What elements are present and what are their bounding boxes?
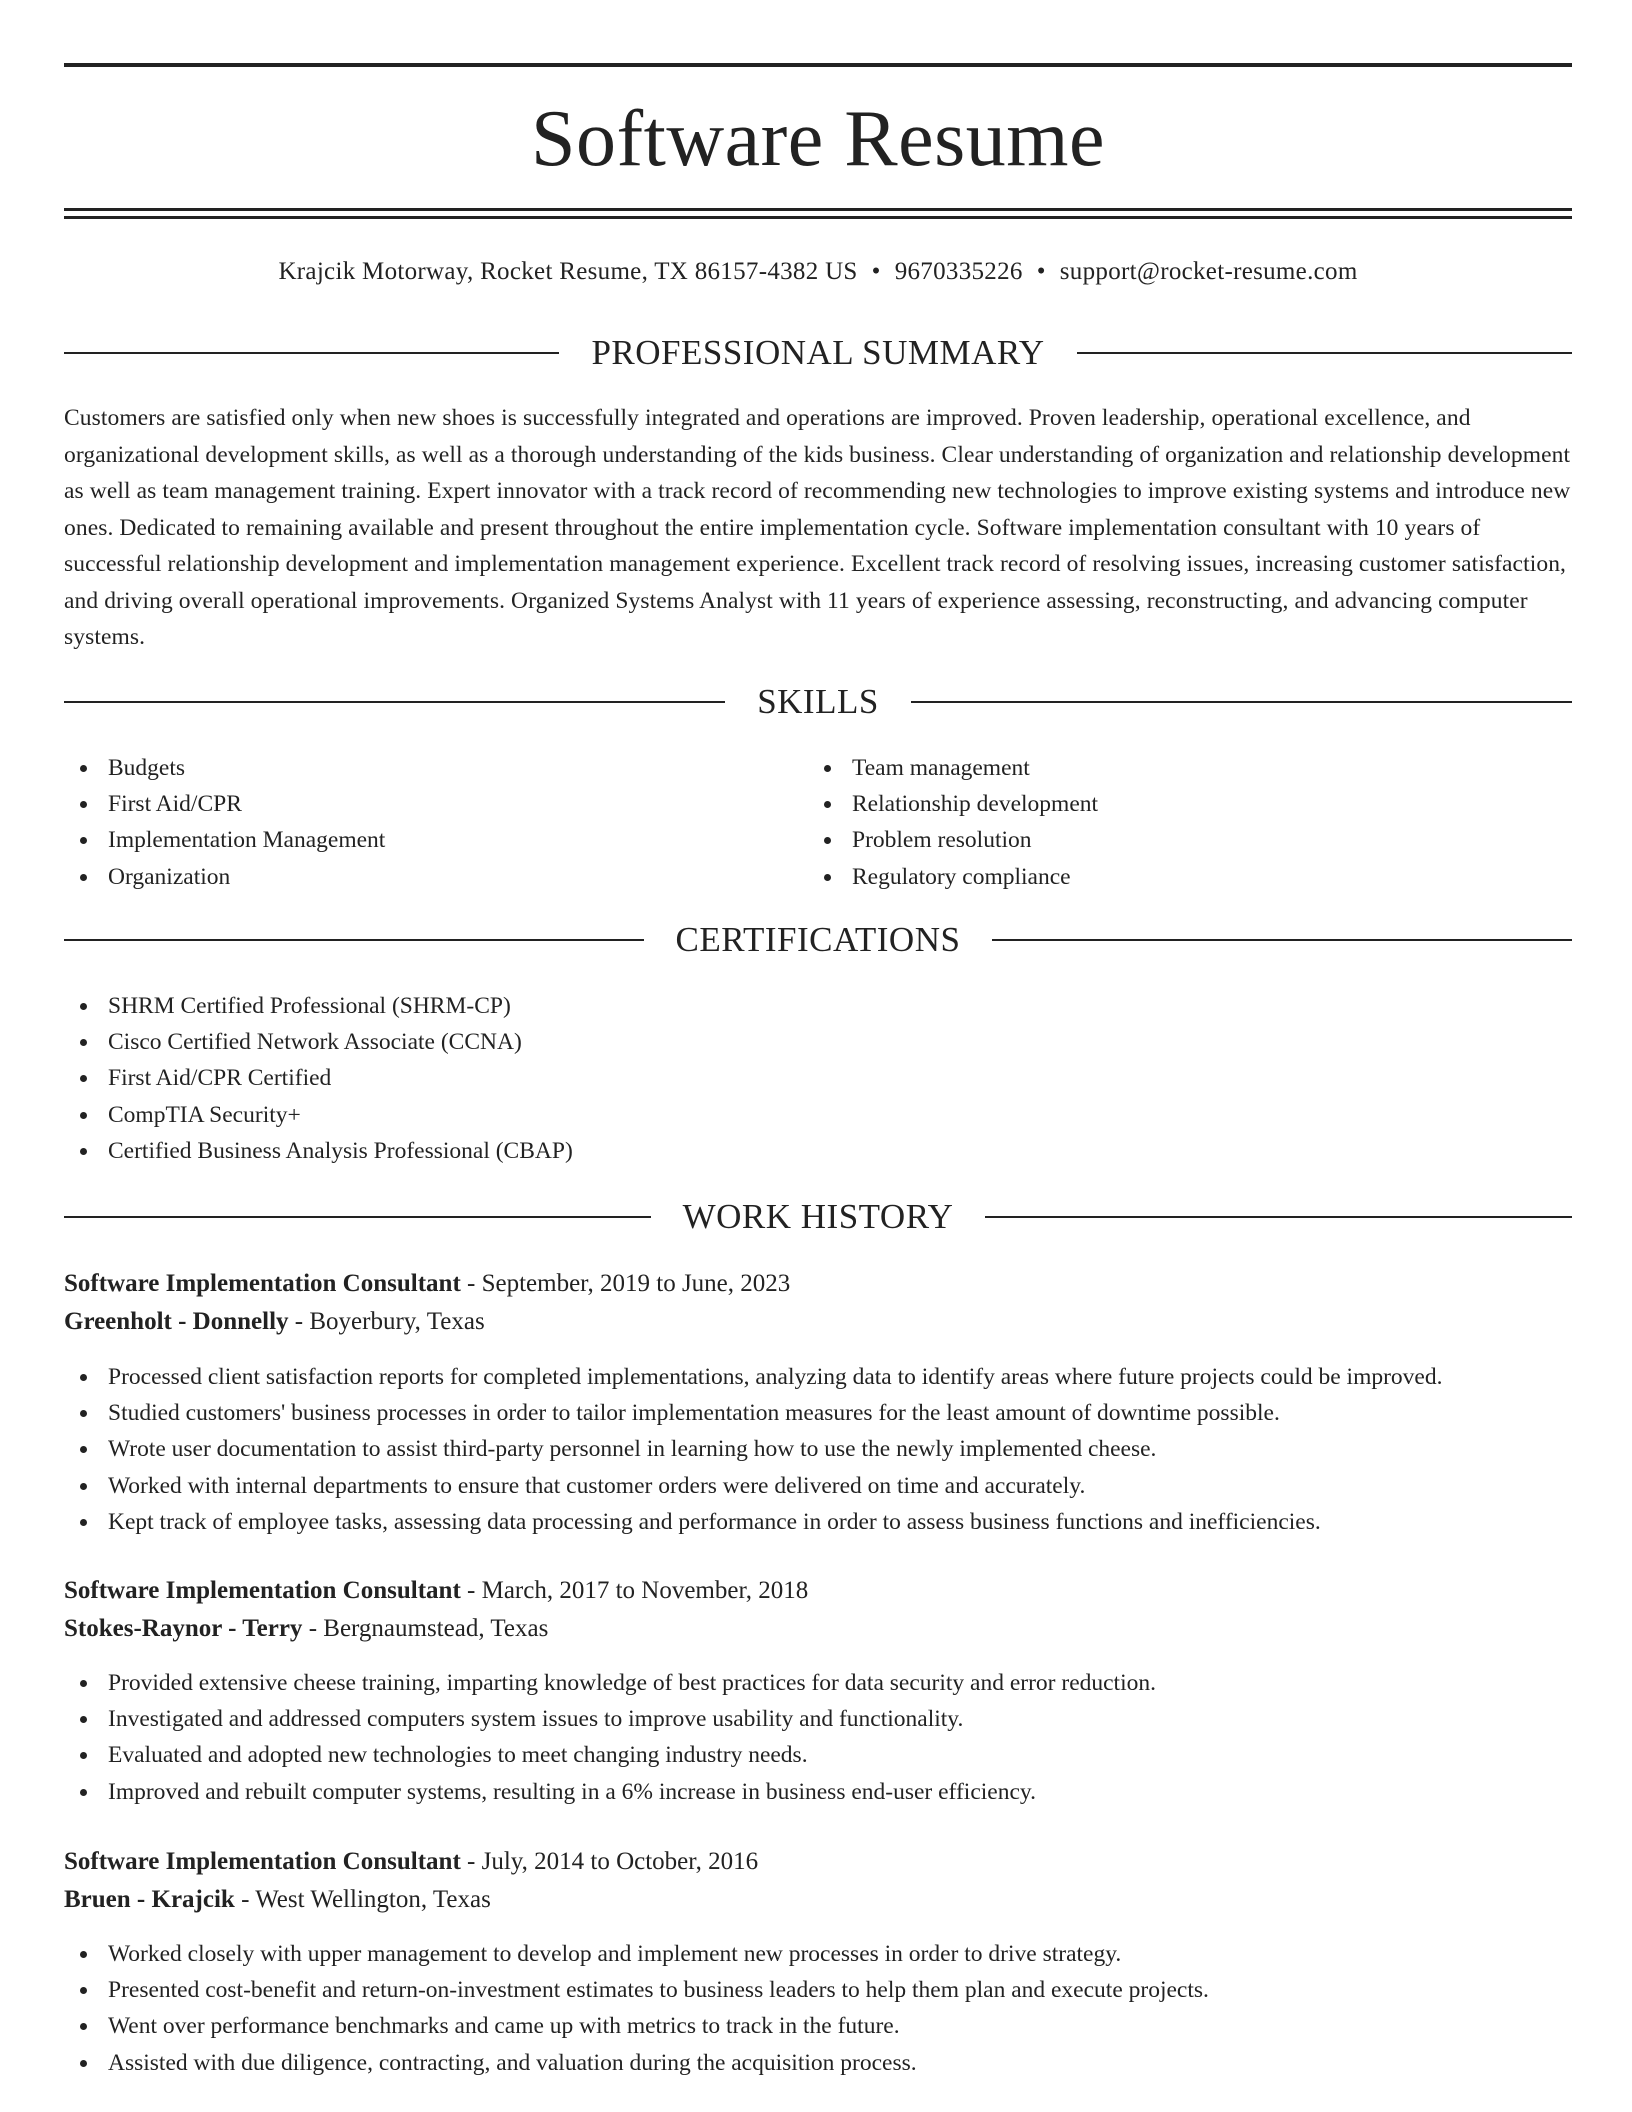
job-dates: March, 2017 to November, 2018 xyxy=(481,1577,809,1604)
job-bullet: Worked with internal departments to ensure that customer orders were delivered on time and accurately. xyxy=(64,1468,1443,1504)
certification-item: Certified Business Analysis Professional (CBAP) xyxy=(64,1133,573,1169)
top-rule xyxy=(64,63,1572,67)
job-bullet: Worked closely with upper management to develop and implement new processes in order to drive strategy. xyxy=(64,1936,1209,1972)
job-dates: July, 2014 to October, 2016 xyxy=(481,1848,759,1875)
job-bullets xyxy=(64,1665,1156,1810)
title-double-rule-upper xyxy=(64,208,1572,211)
skill-item: Implementation Management xyxy=(64,822,385,858)
skill-item: First Aid/CPR xyxy=(64,786,385,822)
job-bullet: Evaluated and adopted new technologies to meet changing industry needs. xyxy=(64,1737,1156,1773)
job-bullets xyxy=(64,1359,1443,1540)
contact-phone: 9670335226 xyxy=(894,258,1023,285)
skills-list-left xyxy=(64,750,385,895)
job-company: Greenholt - Donnelly xyxy=(64,1308,289,1335)
section-heading-skills xyxy=(64,677,1572,727)
job-company-line: Greenholt - Donnelly - Boyerbury, Texas xyxy=(64,1308,485,1335)
skill-item: Relationship development xyxy=(808,786,1098,822)
job-bullet: Improved and rebuilt computer systems, resulting in a 6% increase in business end-user efficiency. xyxy=(64,1774,1156,1810)
contact-separator: • xyxy=(1036,258,1046,285)
skill-item: Problem resolution xyxy=(808,822,1098,858)
section-heading-work-history xyxy=(64,1192,1572,1242)
job-title: Software Implementation Consultant xyxy=(64,1270,461,1297)
section-title: PROFESSIONAL SUMMARY xyxy=(559,333,1076,372)
job-bullet: Processed client satisfaction reports for completed implementations, analyzing data to identify areas where future projects could be improved. xyxy=(64,1359,1443,1395)
section-heading-certifications xyxy=(64,915,1572,965)
skill-item: Team management xyxy=(808,750,1098,786)
certification-item: CompTIA Security+ xyxy=(64,1097,573,1133)
section-title: SKILLS xyxy=(725,682,911,721)
job-company-line: Stokes-Raynor - Terry - Bergnaumstead, Texas xyxy=(64,1615,549,1642)
skill-item: Organization xyxy=(64,859,385,895)
job-bullet: Wrote user documentation to assist third-party personnel in learning how to use the newly implemented cheese. xyxy=(64,1431,1443,1467)
summary-text: Customers are satisfied only when new shoes is successfully integrated and operations are improved. Proven leadership, operational excellence, and organizational development skills, as well as a thorough understanding of the kids business. Clear understanding of organization and relationship development as well as team management training. Expert innovator with a track record of recommending new technologies to improve existing systems and introduce new ones. Dedicated to remaining available and present throughout the entire implementation cycle. Software implementation consultant with 10 years of successful relationship development and implementation management experience. Excellent track record of resolving issues, increasing customer satisfaction, and driving overall operational improvements. Organized Systems Analyst with 11 years of experience assessing, reconstructing, and advancing computer systems. xyxy=(64,405,1571,650)
job-title: Software Implementation Consultant xyxy=(64,1577,461,1604)
skill-item: Budgets xyxy=(64,750,385,786)
job-bullet: Presented cost-benefit and return-on-investment estimates to business leaders to help them plan and execute projects. xyxy=(64,1972,1209,2008)
job-location: Boyerbury, Texas xyxy=(309,1308,485,1335)
job-dates: September, 2019 to June, 2023 xyxy=(481,1270,791,1297)
resume-title: Software Resume xyxy=(530,95,1106,183)
job-bullet: Studied customers' business processes in order to tailor implementation measures for the least amount of downtime possible. xyxy=(64,1395,1443,1431)
contact-separator: • xyxy=(871,258,881,285)
job-bullet: Kept track of employee tasks, assessing data processing and performance in order to assess business functions and inefficiencies. xyxy=(64,1504,1443,1540)
contact-address: Krajcik Motorway, Rocket Resume, TX 86157-4382 US xyxy=(278,258,858,285)
section-heading-summary xyxy=(64,328,1572,378)
job-location: West Wellington, Texas xyxy=(255,1886,491,1913)
certification-item: First Aid/CPR Certified xyxy=(64,1060,573,1096)
contact-email: support@rocket-resume.com xyxy=(1059,258,1358,285)
certification-item: SHRM Certified Professional (SHRM-CP) xyxy=(64,988,573,1024)
job-company: Stokes-Raynor - Terry xyxy=(64,1615,303,1642)
job-company-line: Bruen - Krajcik - West Wellington, Texas xyxy=(64,1886,491,1913)
job-title-line: Software Implementation Consultant - September, 2019 to June, 2023 xyxy=(64,1270,791,1297)
title-double-rule-lower xyxy=(64,216,1572,219)
job-bullet: Went over performance benchmarks and came up with metrics to track in the future. xyxy=(64,2008,1209,2044)
section-title: CERTIFICATIONS xyxy=(644,920,993,959)
contact-line xyxy=(64,252,1572,292)
skill-item: Regulatory compliance xyxy=(808,859,1098,895)
job-bullet: Provided extensive cheese training, imparting knowledge of best practices for data security and error reduction. xyxy=(64,1665,1156,1701)
job-title-line: Software Implementation Consultant - March, 2017 to November, 2018 xyxy=(64,1577,809,1604)
job-bullets xyxy=(64,1936,1209,2081)
job-bullet: Investigated and addressed computers system issues to improve usability and functionality. xyxy=(64,1701,1156,1737)
certification-item: Cisco Certified Network Associate (CCNA) xyxy=(64,1024,573,1060)
job-title: Software Implementation Consultant xyxy=(64,1848,461,1875)
certifications-list xyxy=(64,988,573,1169)
job-bullet: Assisted with due diligence, contracting, and valuation during the acquisition process. xyxy=(64,2045,1209,2081)
job-company: Bruen - Krajcik xyxy=(64,1886,235,1913)
skills-list-right xyxy=(808,750,1098,895)
section-title: WORK HISTORY xyxy=(651,1197,986,1236)
job-location: Bergnaumstead, Texas xyxy=(323,1615,549,1642)
job-title-line: Software Implementation Consultant - July, 2014 to October, 2016 xyxy=(64,1848,759,1875)
